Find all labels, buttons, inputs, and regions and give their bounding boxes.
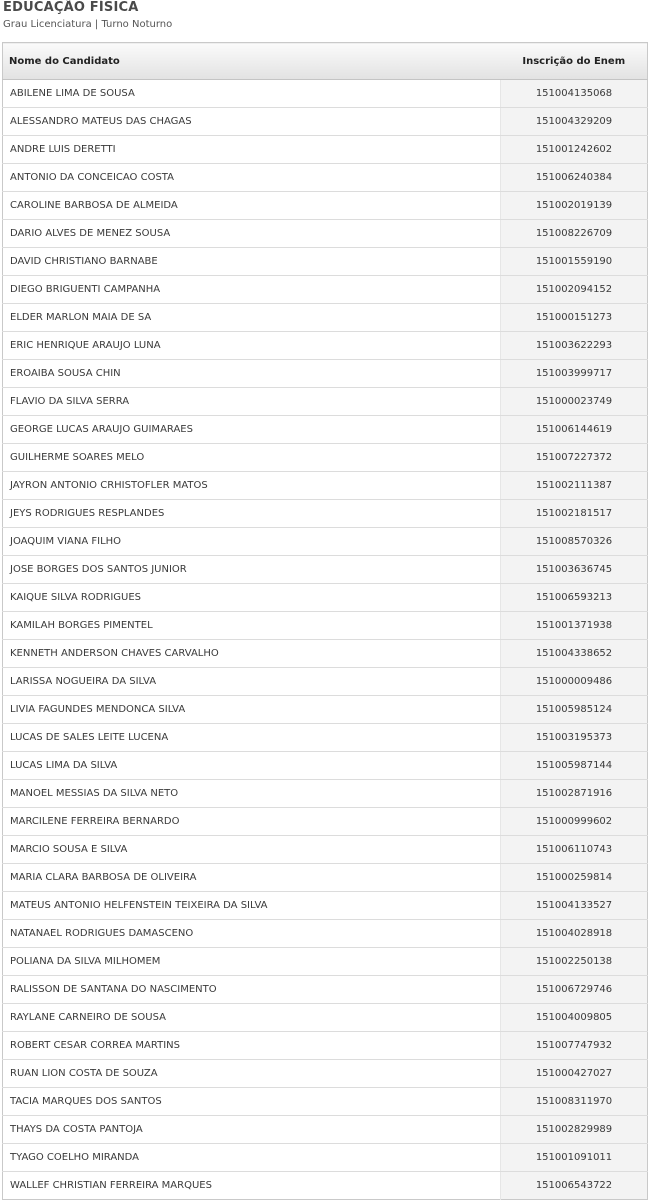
candidate-name: WALLEF CHRISTIAN FERREIRA MARQUES	[3, 1172, 501, 1200]
enem-registration: 151006240384	[501, 164, 648, 192]
table-row	[3, 500, 648, 528]
candidate-name: MARIA CLARA BARBOSA DE OLIVEIRA	[3, 864, 501, 892]
enem-registration: 151002019139	[501, 192, 648, 220]
table-row	[3, 164, 648, 192]
enem-registration: 151006543722	[501, 1172, 648, 1200]
table-header-row	[3, 43, 648, 80]
enem-registration: 151000427027	[501, 1060, 648, 1088]
enem-registration: 151002181517	[501, 500, 648, 528]
candidate-name: ERIC HENRIQUE ARAUJO LUNA	[3, 332, 501, 360]
table-row	[3, 584, 648, 612]
table-row	[3, 1032, 648, 1060]
enem-registration: 151000151273	[501, 304, 648, 332]
table-row	[3, 836, 648, 864]
enem-registration: 151008226709	[501, 220, 648, 248]
table-row	[3, 920, 648, 948]
enem-registration: 151001091011	[501, 1144, 648, 1172]
table-row	[3, 752, 648, 780]
table-row	[3, 528, 648, 556]
enem-registration: 151003999717	[501, 360, 648, 388]
candidate-name: EROAIBA SOUSA CHIN	[3, 360, 501, 388]
table-row	[3, 276, 648, 304]
enem-registration: 151002094152	[501, 276, 648, 304]
enem-registration: 151000009486	[501, 668, 648, 696]
enem-registration: 151001559190	[501, 248, 648, 276]
enem-registration: 151004133527	[501, 892, 648, 920]
enem-registration: 151000023749	[501, 388, 648, 416]
candidate-name: THAYS DA COSTA PANTOJA	[3, 1116, 501, 1144]
table-row	[3, 948, 648, 976]
enem-registration: 151002111387	[501, 472, 648, 500]
candidate-name: FLAVIO DA SILVA SERRA	[3, 388, 501, 416]
table-row	[3, 444, 648, 472]
table-row	[3, 1172, 648, 1200]
enem-registration: 151004009805	[501, 1004, 648, 1032]
candidate-name: DARIO ALVES DE MENEZ SOUSA	[3, 220, 501, 248]
table-row	[3, 304, 648, 332]
column-header-name: Nome do Candidato	[3, 43, 501, 80]
candidate-name: JEYS RODRIGUES RESPLANDES	[3, 500, 501, 528]
candidate-name: LIVIA FAGUNDES MENDONCA SILVA	[3, 696, 501, 724]
table-row	[3, 976, 648, 1004]
enem-registration: 151006593213	[501, 584, 648, 612]
enem-registration: 151008311970	[501, 1088, 648, 1116]
candidate-name: POLIANA DA SILVA MILHOMEM	[3, 948, 501, 976]
table-row	[3, 416, 648, 444]
enem-registration: 151005987144	[501, 752, 648, 780]
table-row	[3, 892, 648, 920]
table-row	[3, 472, 648, 500]
candidate-name: RALISSON DE SANTANA DO NASCIMENTO	[3, 976, 501, 1004]
enem-registration: 151003636745	[501, 556, 648, 584]
table-row	[3, 1088, 648, 1116]
candidate-name: GEORGE LUCAS ARAUJO GUIMARAES	[3, 416, 501, 444]
candidate-name: LUCAS DE SALES LEITE LUCENA	[3, 724, 501, 752]
candidate-name: ROBERT CESAR CORREA MARTINS	[3, 1032, 501, 1060]
table-row	[3, 864, 648, 892]
candidate-name: DIEGO BRIGUENTI CAMPANHA	[3, 276, 501, 304]
table-row	[3, 136, 648, 164]
table-row	[3, 332, 648, 360]
candidate-name: RAYLANE CARNEIRO DE SOUSA	[3, 1004, 501, 1032]
table-body	[3, 80, 648, 1200]
enem-registration: 151001242602	[501, 136, 648, 164]
candidate-name: ANTONIO DA CONCEICAO COSTA	[3, 164, 501, 192]
table-row	[3, 612, 648, 640]
table-row	[3, 1060, 648, 1088]
enem-registration: 151006144619	[501, 416, 648, 444]
enem-registration: 151002250138	[501, 948, 648, 976]
table-row	[3, 668, 648, 696]
candidate-name: LUCAS LIMA DA SILVA	[3, 752, 501, 780]
candidate-name: LARISSA NOGUEIRA DA SILVA	[3, 668, 501, 696]
enem-registration: 151000259814	[501, 864, 648, 892]
enem-registration: 151004329209	[501, 108, 648, 136]
candidate-name: JOSE BORGES DOS SANTOS JUNIOR	[3, 556, 501, 584]
enem-registration: 151002829989	[501, 1116, 648, 1144]
enem-registration: 151004338652	[501, 640, 648, 668]
table-row	[3, 360, 648, 388]
table-row	[3, 696, 648, 724]
table-row	[3, 1116, 648, 1144]
table-row	[3, 220, 648, 248]
enem-registration: 151001371938	[501, 612, 648, 640]
table-row	[3, 388, 648, 416]
enem-registration: 151007227372	[501, 444, 648, 472]
page-title: EDUCAÇÃO FÍSICA	[3, 0, 139, 15]
candidate-name: MATEUS ANTONIO HELFENSTEIN TEIXEIRA DA SILVA	[3, 892, 501, 920]
table-row	[3, 80, 648, 108]
enem-registration: 151006110743	[501, 836, 648, 864]
candidate-name: DAVID CHRISTIANO BARNABE	[3, 248, 501, 276]
table-row	[3, 248, 648, 276]
enem-registration: 151000999602	[501, 808, 648, 836]
table-header	[3, 43, 648, 80]
table-row	[3, 780, 648, 808]
enem-registration: 151008570326	[501, 528, 648, 556]
candidate-name: GUILHERME SOARES MELO	[3, 444, 501, 472]
enem-registration: 151007747932	[501, 1032, 648, 1060]
table-row	[3, 640, 648, 668]
candidate-name: KAMILAH BORGES PIMENTEL	[3, 612, 501, 640]
candidate-name: MANOEL MESSIAS DA SILVA NETO	[3, 780, 501, 808]
enem-registration: 151003195373	[501, 724, 648, 752]
enem-registration: 151004135068	[501, 80, 648, 108]
enem-registration: 151003622293	[501, 332, 648, 360]
candidate-name: RUAN LION COSTA DE SOUZA	[3, 1060, 501, 1088]
candidate-name: CAROLINE BARBOSA DE ALMEIDA	[3, 192, 501, 220]
enem-registration: 151004028918	[501, 920, 648, 948]
candidate-name: JOAQUIM VIANA FILHO	[3, 528, 501, 556]
enem-registration: 151002871916	[501, 780, 648, 808]
candidate-name: TYAGO COELHO MIRANDA	[3, 1144, 501, 1172]
candidate-name: ELDER MARLON MAIA DE SA	[3, 304, 501, 332]
candidate-name: ABILENE LIMA DE SOUSA	[3, 80, 501, 108]
table-row	[3, 192, 648, 220]
table-row	[3, 808, 648, 836]
candidate-name: KAIQUE SILVA RODRIGUES	[3, 584, 501, 612]
candidate-name: NATANAEL RODRIGUES DAMASCENO	[3, 920, 501, 948]
candidates-table	[2, 42, 648, 1200]
candidate-name: JAYRON ANTONIO CRHISTOFLER MATOS	[3, 472, 501, 500]
table-row	[3, 1004, 648, 1032]
candidate-name: ALESSANDRO MATEUS DAS CHAGAS	[3, 108, 501, 136]
table-row	[3, 1144, 648, 1172]
table-row	[3, 108, 648, 136]
page-subtitle: Grau Licenciatura | Turno Noturno	[3, 19, 173, 30]
table-row	[3, 556, 648, 584]
table-row	[3, 724, 648, 752]
candidate-name: MARCIO SOUSA E SILVA	[3, 836, 501, 864]
candidate-name: TACIA MARQUES DOS SANTOS	[3, 1088, 501, 1116]
candidate-name: ANDRE LUIS DERETTI	[3, 136, 501, 164]
enem-registration: 151006729746	[501, 976, 648, 1004]
enem-registration: 151005985124	[501, 696, 648, 724]
column-header-enem: Inscrição do Enem	[501, 43, 648, 80]
candidate-name: MARCILENE FERREIRA BERNARDO	[3, 808, 501, 836]
candidate-name: KENNETH ANDERSON CHAVES CARVALHO	[3, 640, 501, 668]
